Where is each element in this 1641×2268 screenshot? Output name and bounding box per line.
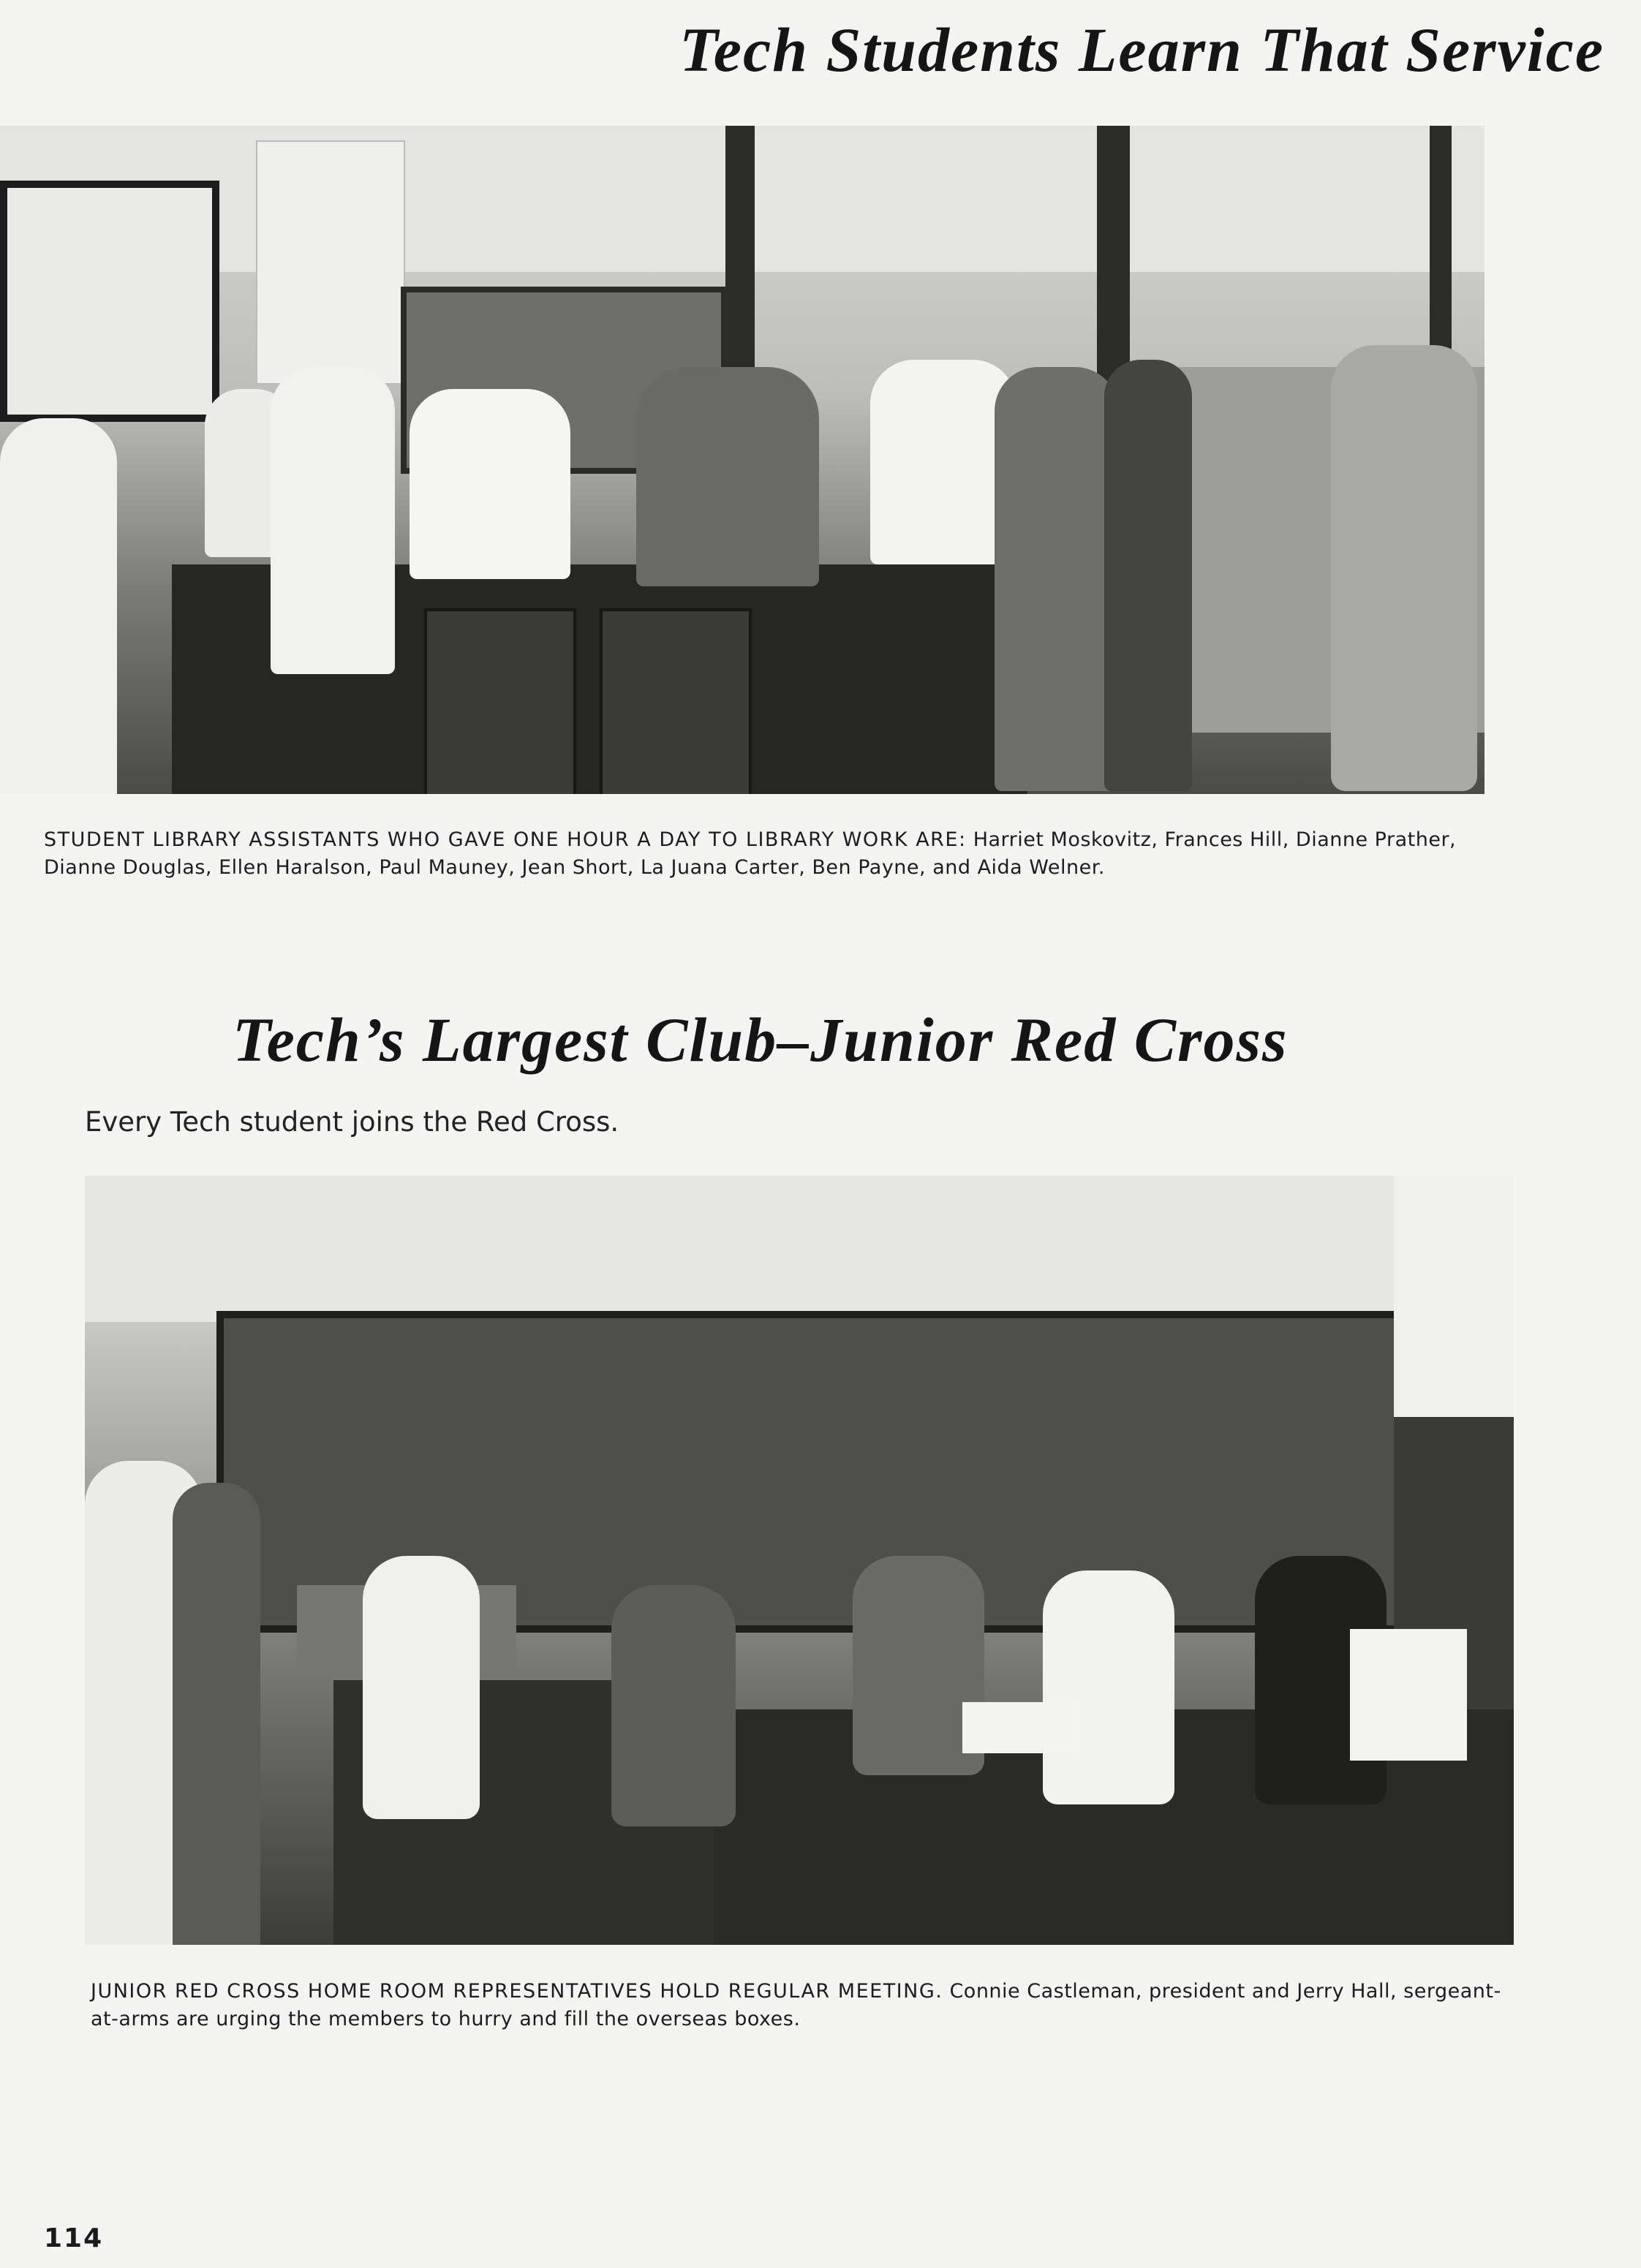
red-cross-caption-body: Connie Castleman, president and Jerry Hall, sergeant-at-arms are urging the members to hurry and fill the overseas boxes. (91, 1980, 1501, 2030)
library-photo (0, 126, 1485, 794)
library-heading: Tech Students Learn That Service (679, 15, 1604, 85)
classroom-boxes (962, 1702, 1079, 1753)
classroom-seated-student (1043, 1570, 1174, 1804)
classroom-wall (85, 1176, 1514, 1322)
red-cross-caption (91, 1978, 1517, 2033)
classroom-boxes (1350, 1629, 1467, 1761)
page-number: 114 (44, 2223, 104, 2253)
library-student (995, 367, 1119, 791)
library-student (271, 367, 395, 674)
classroom-seated-student (363, 1556, 480, 1819)
red-cross-caption-lead: JUNIOR RED CROSS HOME ROOM REPRESENTATIVES HOLD REGULAR MEETING. (91, 1980, 943, 2003)
red-cross-photo (85, 1176, 1514, 1945)
classroom-window-shade (1394, 1176, 1514, 1417)
library-student (1331, 345, 1477, 791)
library-notice-board (256, 140, 405, 385)
red-cross-heading: Tech’s Largest Club–Junior Red Cross (233, 1005, 1289, 1075)
classroom-seated-student (611, 1585, 736, 1826)
library-student (410, 389, 570, 579)
red-cross-subtitle: Every Tech student joins the Red Cross. (85, 1106, 619, 1138)
library-student (636, 367, 819, 586)
library-desk-panel (424, 608, 576, 794)
library-student (1104, 360, 1192, 791)
library-student (0, 418, 117, 794)
library-caption-body: Harriet Moskovitz, Frances Hill, Dianne Prather, Dianne Douglas, Ellen Haralson, Paul Mauney, Jean Short, La Juana Carter, Ben Payne, and Aida Welner. (44, 828, 1457, 879)
library-caption-lead: STUDENT LIBRARY ASSISTANTS WHO GAVE ONE HOUR A DAY TO LIBRARY WORK ARE: (44, 828, 967, 851)
classroom-standing-student (173, 1483, 260, 1945)
library-caption (44, 826, 1477, 882)
library-poster-frame (0, 181, 219, 422)
library-desk-panel (600, 608, 752, 794)
